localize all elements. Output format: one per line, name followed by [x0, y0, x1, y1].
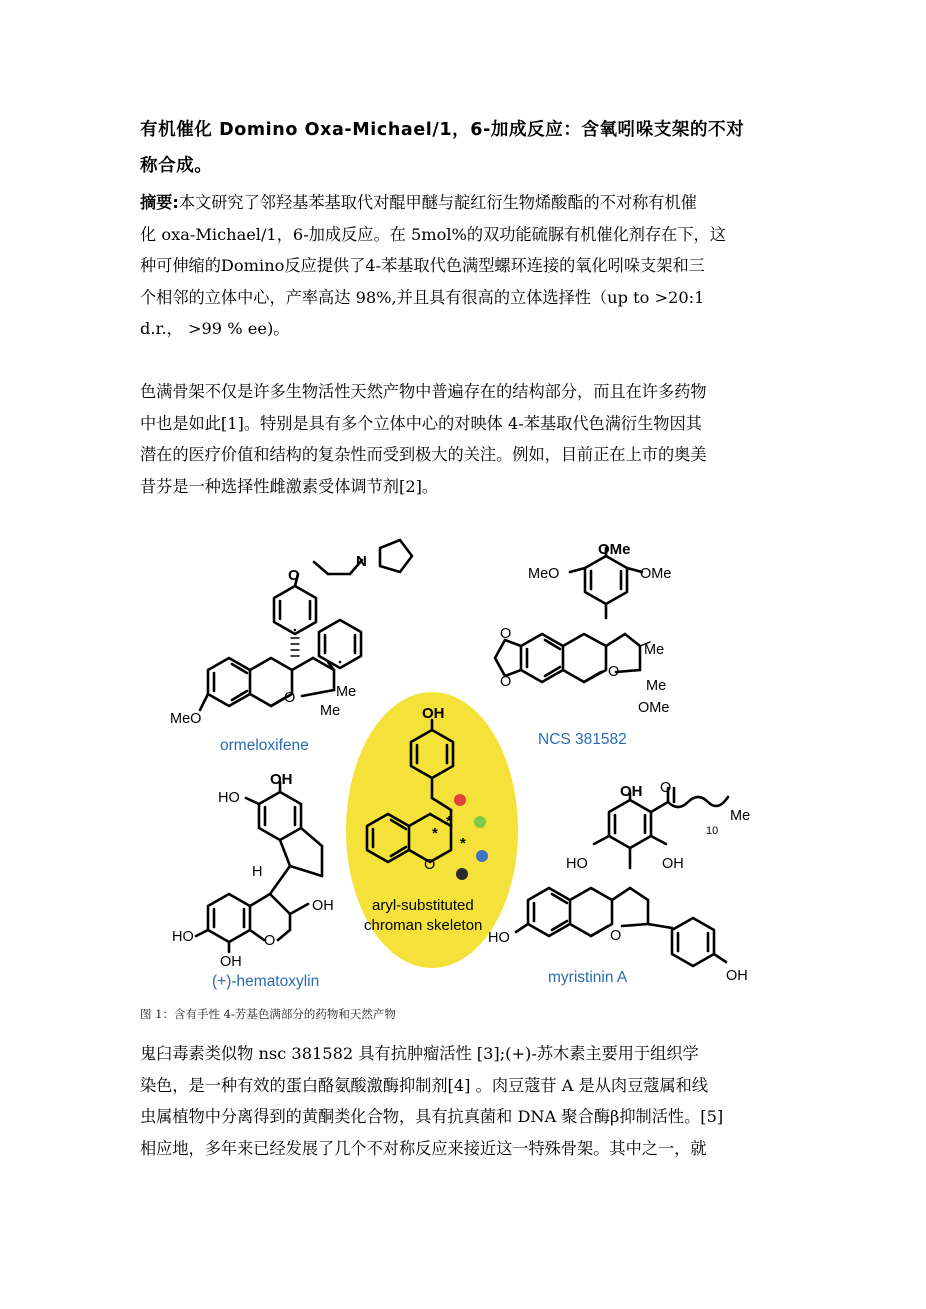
- atom-o: O: [500, 674, 512, 690]
- paragraph-line: 中也是如此[1]。特别是具有多个立体中心的对映体 4-苯基取代色满衍生物因其: [140, 413, 702, 433]
- abstract-line: 种可伸缩的Domino反应提供了4-苯基取代色满型螺环连接的氧化吲哚支架和三: [140, 256, 705, 275]
- atom-sub10: 10: [706, 825, 719, 837]
- atom-o: O: [500, 626, 512, 642]
- atom-oh: OH: [726, 968, 748, 984]
- paragraph-line: 昔芬是一种选择性雌激素受体调节剂[2]。: [140, 476, 439, 496]
- figure-caption: 图 1：含有手性 4-芳基色满部分的药物和天然产物: [140, 1007, 396, 1021]
- atom-n: N: [356, 553, 367, 570]
- substituent-ball-black: [456, 868, 468, 880]
- stereo-star: *: [432, 825, 438, 842]
- myristinin-structure: [516, 788, 728, 966]
- atom-oh: OH: [220, 954, 242, 970]
- atom-me: Me: [644, 642, 665, 658]
- atom-meo: MeO: [528, 566, 560, 582]
- paragraph-line: 相应地，多年来已经发展了几个不对称反应来接近这一特殊骨架。其中之一，就: [140, 1138, 707, 1158]
- atom-ho: HO: [488, 930, 510, 946]
- label-skeleton-line1: aryl-substituted: [372, 897, 474, 914]
- title-line: 有机催化 Domino Oxa-Michael/1，6-加成反应：含氧吲哚支架的不对: [140, 120, 745, 140]
- atom-oh: OH: [270, 771, 293, 788]
- abstract-line: 化 oxa-Michael/1，6-加成反应。在 5mol%的双功能硫脲有机催化剂存在下，这: [140, 224, 726, 244]
- atom-oh: OH: [422, 705, 445, 722]
- stereo-star: *: [446, 813, 452, 830]
- ormeloxifene-structure: [200, 540, 412, 710]
- substituent-ball-blue: [476, 850, 488, 862]
- substituent-ball-red: [454, 794, 466, 806]
- paragraph-line: 虫属植物中分离得到的黄酮类化合物，具有抗真菌和 DNA 聚合酶β抑制活性。[5]: [140, 1107, 724, 1126]
- paragraph-line: 鬼臼毒素类似物 nsc 381582 具有抗肿瘤活性 [3];(+)-苏木素主要用于组织学: [140, 1044, 699, 1063]
- atom-o: O: [610, 928, 622, 944]
- label-ormeloxifene: ormeloxifene: [220, 737, 309, 754]
- label-skeleton-line2: chroman skeleton: [364, 917, 483, 934]
- ncs381582-structure: [495, 548, 650, 682]
- abstract-line: [140, 187, 788, 219]
- atom-me: Me: [320, 703, 341, 719]
- abstract-line: d.r.， >99 % ee)。: [140, 319, 290, 338]
- abstract-label: 摘要:: [140, 193, 179, 212]
- abstract: [140, 187, 788, 345]
- atom-ome: OMe: [638, 700, 670, 716]
- atom-oh: OH: [662, 856, 684, 872]
- atom-ho: HO: [566, 856, 588, 872]
- abstract-line: 个相邻的立体中心，产率高达 98%,并且具有很高的立体选择性（up to >20:1: [140, 287, 705, 307]
- atom-meo: MeO: [170, 711, 202, 727]
- chemical-structures-figure: [150, 530, 770, 995]
- atom-me: Me: [336, 684, 357, 700]
- atom-o: O: [264, 933, 276, 949]
- atom-o: O: [660, 780, 672, 796]
- atom-oh: OH: [620, 783, 643, 800]
- paragraph-line: 染色，是一种有效的蛋白酪氨酸激酶抑制剂[4] 。肉豆蔻苷 A 是从肉豆蔻属和线: [140, 1075, 709, 1095]
- atom-o: O: [424, 857, 436, 873]
- label-ncs: NCS 381582: [538, 731, 627, 748]
- substituent-ball-green: [474, 816, 486, 828]
- paragraph-line: 色满骨架不仅是许多生物活性天然产物中普遍存在的结构部分，而且在许多药物: [140, 382, 707, 401]
- atom-oh: OH: [312, 898, 334, 914]
- atom-o: O: [284, 690, 296, 706]
- label-hematoxylin: (+)-hematoxylin: [212, 973, 320, 990]
- atom-me: Me: [646, 678, 667, 694]
- atom-ome: OMe: [640, 566, 672, 582]
- paragraph-line: 潜在的医疗价值和结构的复杂性而受到极大的关注。例如，目前正在上市的奥美: [140, 445, 707, 464]
- abstract-text: 本文研究了邻羟基苯基取代对醌甲醚与靛红衍生物烯酸酯的不对称有机催: [178, 193, 697, 212]
- atom-ome: OMe: [598, 541, 631, 558]
- stereo-star: *: [460, 835, 466, 852]
- title-line: 称合成。: [140, 156, 213, 176]
- atom-ho: HO: [218, 790, 240, 806]
- label-myristinin: myristinin A: [548, 969, 628, 986]
- atom-ho: HO: [172, 929, 194, 945]
- atom-me: Me: [730, 808, 751, 824]
- atom-o: O: [608, 664, 620, 680]
- paragraph-compounds: [140, 1038, 788, 1164]
- atom-o: O: [288, 567, 300, 584]
- paragraph-intro: [140, 376, 788, 502]
- atom-h: H: [252, 864, 263, 880]
- paper-title: [140, 112, 788, 184]
